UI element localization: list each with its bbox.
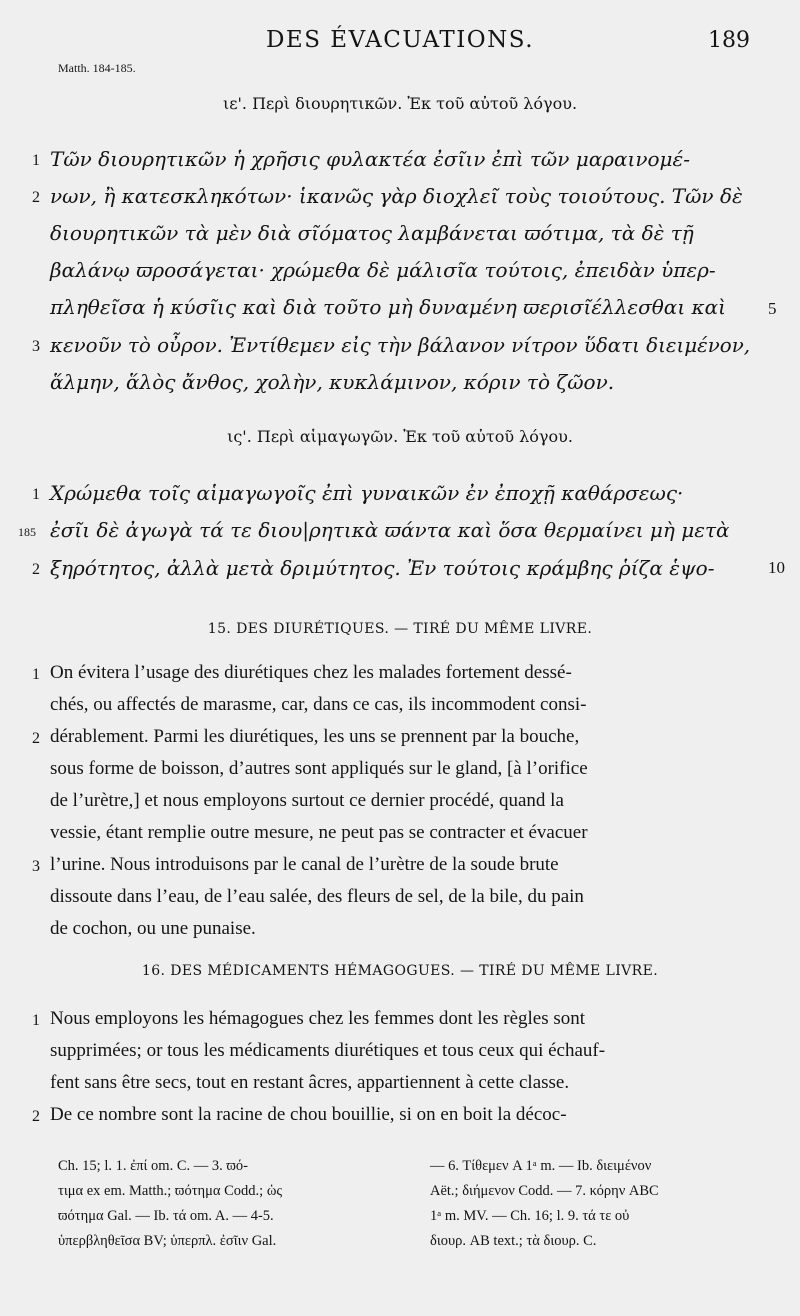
greek-line: βαλάνῳ ϖροσάγεται· χρώμεθα δὲ μάλισῖα τούτοις, ἐπειδὰν ὑπερ- xyxy=(50,258,716,282)
greek-line: ἐσῖι δὲ ἀγωγὰ τά τε διου|ρητικὰ ϖάντα καὶ ὅσα θερμαίνει μὴ μετὰ xyxy=(50,518,730,542)
greek-line: ξηρότητος, ἀλλὰ μετὰ δριμύτητος. Ἐν τούτοις κράμβης ῥίζα ἑψο- xyxy=(50,556,715,580)
french-line: dérablement. Parmi les diurétiques, les uns se prennent par la bouche, xyxy=(50,726,580,747)
french-line: Nous employons les hémagogues chez les femmes dont les règles sont xyxy=(50,1008,586,1029)
french-line: sous forme de boisson, d’autres sont appliqués sur le gland, [à l’orifice xyxy=(50,758,588,779)
margin-number: 1 xyxy=(32,666,40,683)
footnote-line: 1ᵃ m. MV. — Ch. 16; l. 9. τά τε οὐ xyxy=(430,1208,630,1224)
greek-line: διουρητικῶν τὰ μὲν διὰ σῖόματος λαμβάνεται ϖότιμα, τὰ δὲ τῇ xyxy=(50,221,694,245)
greek-line: Χρώμεθα τοῖς αἱμαγωγοῖς ἐπὶ γυναικῶν ἐν ἐποχῇ καθάρσεως· xyxy=(50,481,684,505)
greek-line: νων, ἢ κατεσκληκότων· ἱκανῶς γὰρ διοχλεῖ τοὺς τοιούτους. Τῶν δὲ xyxy=(50,184,743,208)
margin-page-reference: 185 xyxy=(18,525,36,539)
margin-number: 2 xyxy=(32,1108,40,1125)
footnote-line: Ch. 15; l. 1. ἐπί om. C. — 3. ϖό- xyxy=(58,1158,248,1174)
edition-reference: Matth. 184-185. xyxy=(58,61,136,75)
french-line: de l’urètre,] et nous employons surtout ce dernier procédé, quand la xyxy=(50,790,564,811)
greek-line: πληθεῖσα ἡ κύσῖις καὶ διὰ τοῦτο μὴ δυναμένη ϖερισῖέλλεσθαι καὶ xyxy=(50,295,726,319)
greek-section-heading-15: ιε'. Περὶ διουρητικῶν. Ἐκ τοῦ αὐτοῦ λόγου. xyxy=(222,94,578,113)
greek-section-heading-16: ις'. Περὶ αἱμαγωγῶν. Ἐκ τοῦ αὐτοῦ λόγου. xyxy=(227,427,573,446)
margin-number: 2 xyxy=(32,730,40,747)
french-line: chés, ou affectés de marasme, car, dans ce cas, ils incommodent consi- xyxy=(50,694,587,715)
margin-number: 3 xyxy=(32,858,40,875)
french-line: de cochon, ou une punaise. xyxy=(50,918,256,939)
french-line: On évitera l’usage des diurétiques chez les malades fortement dessé- xyxy=(50,662,572,683)
margin-number: 2 xyxy=(32,561,40,578)
margin-line-count: 10 xyxy=(768,558,785,577)
french-section-heading-15: 15. DES DIURÉTIQUES. — TIRÉ DU MÊME LIVRE. xyxy=(207,621,593,637)
running-title: DES ÉVACUATIONS. xyxy=(265,27,535,53)
french-line: fent sans être secs, tout en restant âcres, appartiennent à cette classe. xyxy=(50,1072,570,1093)
footnote-line: — 6. Τίθεμεν A 1ᵃ m. — Ib. διειμένον xyxy=(430,1158,652,1174)
margin-number: 1 xyxy=(32,152,40,169)
french-line: De ce nombre sont la racine de chou bouillie, si on en boit la décoc- xyxy=(50,1104,567,1125)
footnote-line: τιμα ex em. Matth.; ϖότημα Codd.; ὡς xyxy=(58,1183,283,1199)
page-number: 189 xyxy=(708,28,750,53)
margin-number: 2 xyxy=(32,189,40,206)
footnote-line: διουρ. AB text.; τὰ διουρ. C. xyxy=(430,1233,597,1249)
margin-number: 3 xyxy=(32,338,40,355)
greek-line: ἅλμην, ἅλὸς ἄνθος, χολὴν, κυκλάμινον, κόριν τὸ ζῶον. xyxy=(50,370,615,394)
french-line: vessie, étant remplie outre mesure, ne peut pas se contracter et évacuer xyxy=(50,822,588,843)
french-line: l’urine. Nous introduisons par le canal de l’urètre de la soude brute xyxy=(50,854,559,875)
margin-line-count: 5 xyxy=(768,299,777,318)
footnote-line: Aët.; διήμενον Codd. — 7. κόρην ABC xyxy=(430,1183,659,1199)
french-line: supprimées; or tous les médicaments diurétiques et tous ceux qui échauf- xyxy=(50,1040,606,1061)
margin-number: 1 xyxy=(32,486,40,503)
footnote-line: ὑπερβληθεῖσα BV; ὑπερπλ. ἐσῖιν Gal. xyxy=(58,1233,277,1249)
footnote-line: ϖότημα Gal. — Ib. τά om. A. — 4-5. xyxy=(58,1208,274,1224)
greek-line: Τῶν διουρητικῶν ἡ χρῆσις φυλακτέα ἐσῖιν ἐπὶ τῶν μαραινομέ- xyxy=(50,147,691,171)
margin-number: 1 xyxy=(32,1012,40,1029)
french-section-heading-16: 16. DES MÉDICAMENTS HÉMAGOGUES. — TIRÉ DU MÊME LIVRE. xyxy=(141,963,659,979)
greek-line: κενοῦν τὸ οὖρον. Ἐντίθεμεν εἰς τὴν βάλανον νίτρον ὕδατι διειμένον, xyxy=(50,333,751,357)
french-line: dissoute dans l’eau, de l’eau salée, des fleurs de sel, de la bile, du pain xyxy=(50,886,584,907)
